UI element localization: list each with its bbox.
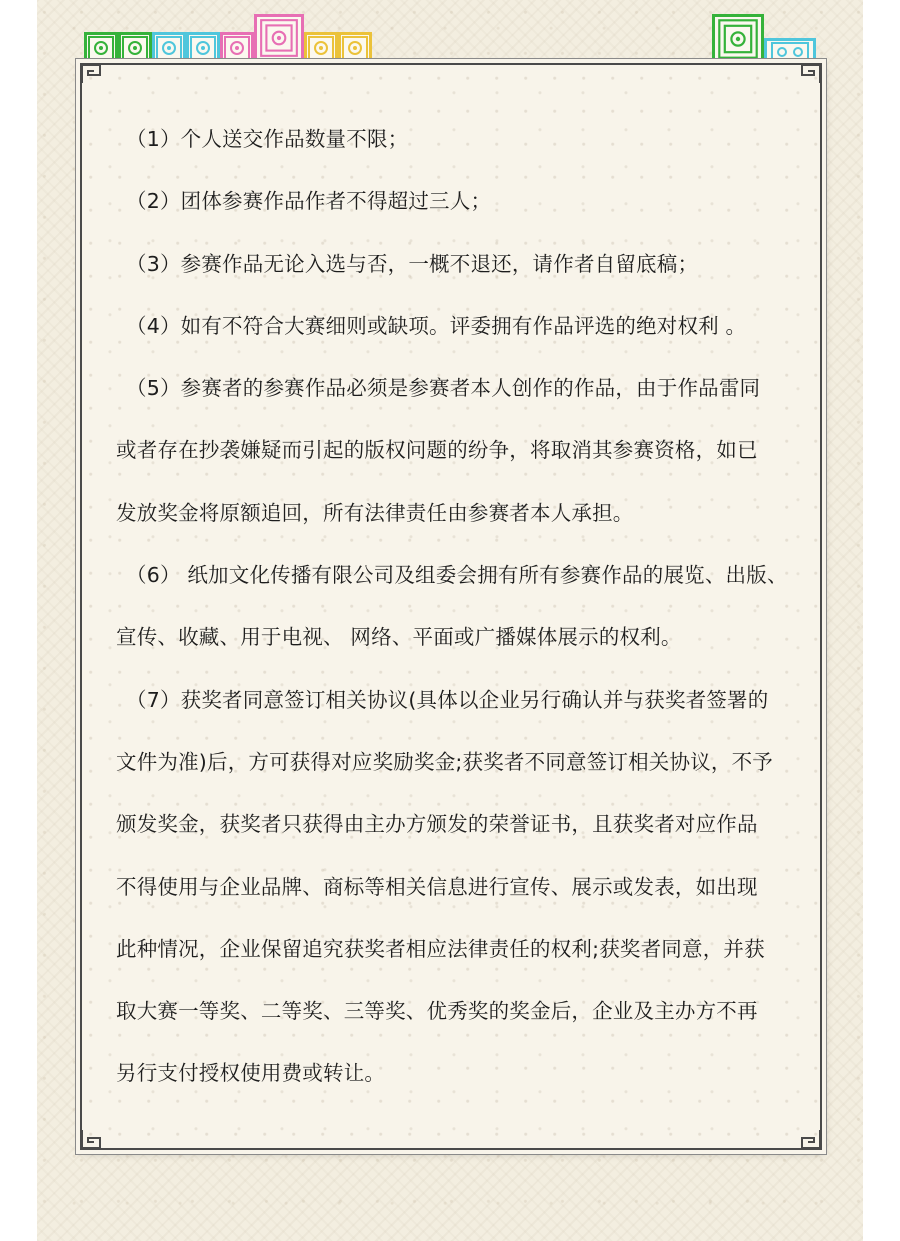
lattice-tile-icon	[220, 32, 254, 64]
lattice-tile-large-icon	[254, 14, 304, 62]
rule-line: （7）获奖者同意签订相关协议(具体以企业另行确认并与获奖者签署的	[126, 687, 769, 712]
rule-line: 不得使用与企业品牌、商标等相关信息进行宣传、展示或发表，如出现	[116, 874, 758, 899]
fret-corner-icon	[800, 1128, 822, 1150]
rule-line: 颁发奖金，获奖者只获得由主办方颁发的荣誉证书，且获奖者对应作品	[116, 812, 758, 837]
lattice-tile-icon	[304, 32, 338, 64]
rule-line: 或者存在抄袭嫌疑而引起的版权问题的纷争，将取消其参赛资格，如已	[116, 438, 758, 463]
rule-line: （5）参赛者的参赛作品必须是参赛者本人创作的作品，由于作品雷同	[126, 376, 761, 401]
rule-line: （4）如有不符合大赛细则或缺项。评委拥有作品评选的绝对权利 。	[126, 313, 747, 338]
rules-text	[116, 108, 796, 1105]
rule-line: 另行支付授权使用费或转让。	[116, 1061, 386, 1086]
lattice-tile-icon	[764, 38, 816, 66]
lattice-tile-icon	[186, 32, 220, 64]
rule-line: （1）个人送交作品数量不限；	[126, 127, 409, 151]
rule-line: 取大赛一等奖、二等奖、三等奖、优秀奖的奖金后，企业及主办方不再	[116, 999, 758, 1024]
lattice-tile-icon	[152, 32, 186, 64]
lattice-tile-large-icon	[712, 14, 764, 64]
rule-line: 发放奖金将原额追回，所有法律责任由参赛者本人承担。	[116, 500, 634, 525]
rule-line: 文件为准)后，方可获得对应奖励奖金;获奖者不同意签订相关协议，不予	[116, 749, 774, 774]
lattice-tile-icon	[118, 32, 152, 64]
fret-corner-icon	[80, 63, 102, 85]
rule-line: 宣传、收藏、用于电视、 网络、平面或广播媒体展示的权利。	[116, 625, 682, 650]
lattice-tile-icon	[84, 32, 118, 64]
rule-line: （6） 纸加文化传播有限公司及组委会拥有所有参赛作品的展览、出版、	[126, 563, 788, 588]
lattice-tile-icon	[338, 32, 372, 64]
rule-line: （3）参赛作品无论入选与否，一概不退还，请作者自留底稿；	[126, 251, 699, 276]
fret-corner-icon	[80, 1128, 102, 1150]
fret-corner-icon	[800, 63, 822, 85]
rule-line: 此种情况，企业保留追究获奖者相应法律责任的权利;获奖者同意，并获	[116, 936, 765, 961]
rule-line: （2）团体参赛作品作者不得超过三人；	[126, 189, 492, 214]
